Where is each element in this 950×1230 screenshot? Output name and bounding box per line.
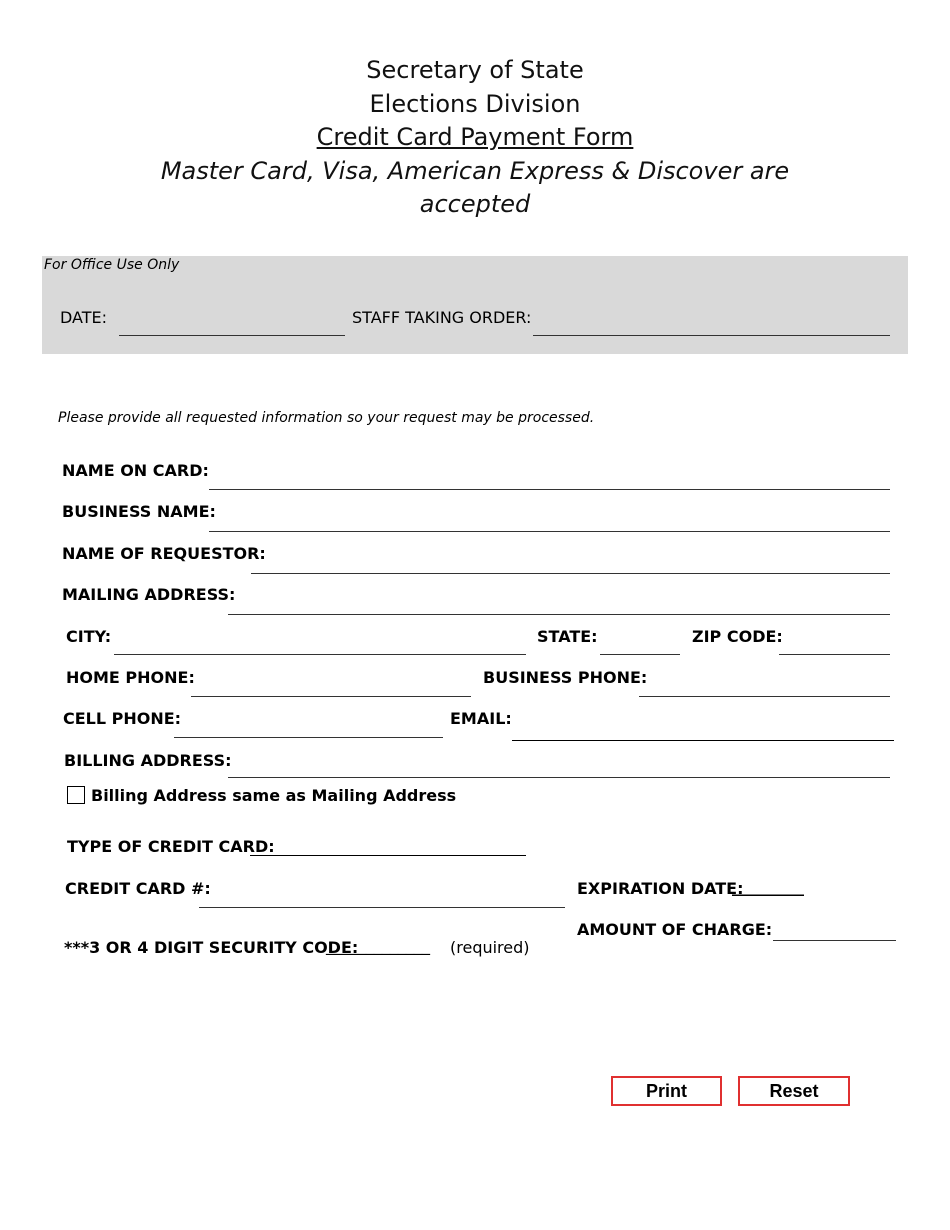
city-line (114, 654, 526, 655)
mailing-address-line (228, 614, 890, 615)
amount-of-charge-label: AMOUNT OF CHARGE: (577, 920, 773, 939)
cell-phone-input[interactable] (174, 714, 447, 738)
security-code-required: (required) (450, 938, 530, 957)
mailing-address-label: MAILING ADDRESS: (62, 585, 236, 604)
name-of-requestor-line (251, 573, 890, 574)
header-agency: Secretary of State (366, 56, 584, 84)
print-button[interactable]: Print (611, 1076, 722, 1106)
expiration-date-blank[interactable]: _________ (732, 877, 804, 896)
card-type-input[interactable] (250, 832, 530, 856)
zip-code-input[interactable] (779, 631, 894, 655)
city-label: CITY: (66, 627, 112, 646)
name-on-card-line (209, 489, 890, 490)
name-of-requestor-label: NAME OF REQUESTOR: (62, 544, 266, 563)
security-code-blank[interactable]: _____________ (326, 936, 430, 955)
email-label: EMAIL: (450, 709, 512, 728)
cell-phone-label: CELL PHONE: (63, 709, 182, 728)
office-date-input[interactable] (119, 312, 349, 336)
name-on-card-label: NAME ON CARD: (62, 461, 209, 480)
zip-code-label: ZIP CODE: (692, 627, 783, 646)
billing-same-checkbox[interactable] (67, 786, 85, 804)
billing-same-label: Billing Address same as Mailing Address (91, 786, 457, 805)
billing-address-label: BILLING ADDRESS: (64, 751, 232, 770)
cell-phone-line (174, 737, 443, 738)
business-phone-label: BUSINESS PHONE: (483, 668, 648, 687)
home-phone-line (191, 696, 471, 697)
home-phone-label: HOME PHONE: (66, 668, 195, 687)
security-code-label: ***3 OR 4 DIGIT SECURITY CODE: (64, 938, 359, 957)
office-staff-line (533, 335, 890, 336)
office-date-line (119, 335, 345, 336)
state-input[interactable] (600, 631, 684, 655)
expiration-date-label: EXPIRATION DATE: (577, 879, 744, 898)
mailing-address-input[interactable] (228, 591, 894, 615)
billing-address-line (228, 777, 890, 778)
email-line (512, 740, 894, 741)
business-phone-line (639, 696, 890, 697)
home-phone-input[interactable] (191, 673, 475, 697)
accepted-cards-line2: accepted (419, 190, 531, 218)
business-name-label: BUSINESS NAME: (62, 502, 216, 521)
office-staff-input[interactable] (533, 312, 894, 336)
email-input[interactable] (512, 717, 898, 741)
accepted-cards-line1: Master Card, Visa, American Express & Discover are (160, 157, 790, 185)
business-phone-input[interactable] (639, 673, 894, 697)
office-staff-label: STAFF TAKING ORDER: (352, 308, 532, 327)
zip-code-line (779, 654, 890, 655)
page-title: Credit Card Payment Form (316, 123, 634, 151)
name-of-requestor-input[interactable] (251, 550, 894, 574)
reset-button[interactable]: Reset (738, 1076, 850, 1106)
card-number-label: CREDIT CARD #: (65, 879, 211, 898)
city-input[interactable] (114, 631, 530, 655)
header-division: Elections Division (369, 90, 581, 118)
billing-address-input[interactable] (228, 754, 894, 778)
card-number-line (199, 907, 565, 908)
instructions: Please provide all requested information so your request may be processed. (58, 410, 595, 426)
office-use-note: For Office Use Only (44, 257, 180, 273)
name-on-card-input[interactable] (209, 466, 894, 490)
state-label: STATE: (537, 627, 598, 646)
amount-of-charge-line (773, 940, 896, 941)
office-date-label: DATE: (60, 308, 108, 327)
card-type-label: TYPE OF CREDIT CARD: (67, 837, 275, 856)
state-line (600, 654, 680, 655)
business-name-input[interactable] (209, 508, 894, 532)
card-type-line (250, 855, 526, 856)
amount-of-charge-input[interactable] (773, 917, 900, 941)
business-name-line (209, 531, 890, 532)
card-number-input[interactable] (199, 884, 569, 908)
